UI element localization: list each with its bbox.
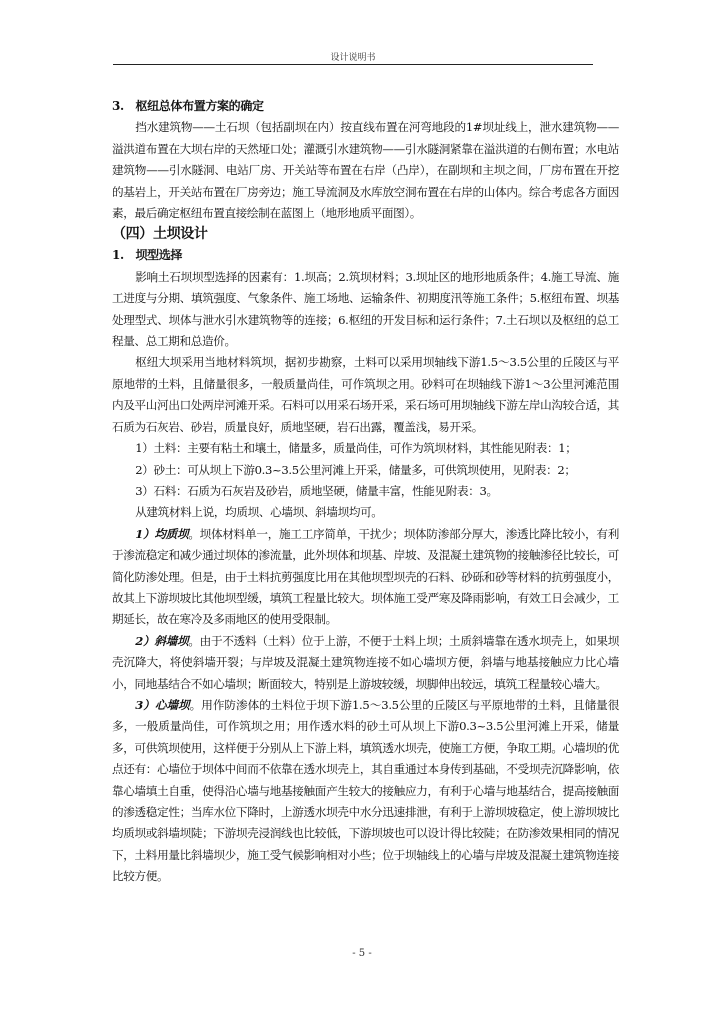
sloping-core-dam-paragraph bbox=[112, 631, 619, 695]
section-3-paragraph: 挡水建筑物——土石坝（包括副坝在内）按直线布置在河弯地段的1#坝址线上，泄水建筑物——溢洪道布置在大坝右岸的天然垭口处；灌溉引水建筑物——引水隧洞紧靠在溢洪道的右侧布置；水电站建筑物——引水隧洞、电站厂房、开关站等布置在右岸（凸岸），在副坝和主坝之间，厂房布置在开挖的基岩上，开关站布置在厂房旁边；施工导流洞及水库放空洞布置在右岸的山体内。综合考虑各方面因素，最后确定枢纽布置直接绘制在蓝图上（地形地质平面图）。 bbox=[112, 120, 619, 221]
core-wall-dam-text: 。用作防渗体的土料位于坝下游1.5～3.5公里的丘陵区与平原地带的土料，且储量很多，一般质量尚佳，可作筑坝之用；用作透水料的砂土可从坝上下游0.3~3.5公里河滩上开采，储量多，可供筑坝使用，这样便于分别从上下游上料，填筑透水坝壳，使施工方便，争取工期。心墙坝的优点还有：心墙位于坝体中间而不依靠在透水坝壳上，其自重通过本身传到基础，不受坝壳沉降影响，依靠心墙填土自重，使得沿心墙与地基接触面产生较大的接触应力，有利于心墙与地基结合，提高接触面的渗透稳定性；当库水位下降时，上游透水坝壳中水分迅速排泄，有利于上游坝坡稳定，使上游坝坡比均质坝或斜墙坝陡；下游坝壳浸润线也比较低，下游坝坡也可以设计得比较陡；在防渗效果相同的情况下，土料用量比斜墙坝少，施工受气候影响相对小些；位于坝轴线上的心墙与岸坡及混凝土建筑物连接比较方便。 bbox=[112, 697, 619, 884]
subsection-1-heading: 1. 坝型选择 bbox=[112, 248, 183, 263]
stone-item: 3）石料：石质为石灰岩及砂岩，质地坚硬，储量丰富，性能见附表：3。 bbox=[135, 483, 498, 498]
section-3-heading: 3. 枢纽总体布置方案的确定 bbox=[112, 99, 264, 113]
soil-item: 1）土料：主要有粘土和壤土，储量多，质量尚佳，可作为筑坝材料，其性能见附表：1； bbox=[135, 441, 577, 456]
conclusion-paragraph: 从建筑材料上说，均质坝、心墙坝、斜墙坝均可。 bbox=[135, 505, 383, 520]
sloping-core-dam-text: 。由于不透料（土料）位于上游，不便于土料上坝；土质斜墙靠在透水坝壳上，如果坝壳沉降大，将使斜墙开裂；与岸坡及混凝土建筑物连接不如心墙坝方便，斜墙与地基接触应力比心墙小，同地基结合不如心墙坝；断面较大，特别是上游坡较缓，坝脚伸出较远，填筑工程量较心墙大。 bbox=[112, 633, 619, 691]
core-wall-dam-paragraph bbox=[112, 695, 619, 888]
sloping-core-dam-label: 2）斜墙坝 bbox=[135, 633, 189, 648]
core-wall-dam-label: 3）心墙坝 bbox=[135, 697, 190, 712]
homogeneous-dam-paragraph bbox=[112, 524, 619, 631]
sand-item: 2）砂土：可从坝上下游0.3~3.5公里河滩上开采，储量多，可供筑坝使用，见附表：2； bbox=[135, 462, 576, 477]
materials-paragraph: 枢纽大坝采用当地材料筑坝，据初步勘察，土料可以采用坝轴线下游1.5～3.5公里的丘陵区与平原地带的土料，且储量很多，一般质量尚佳，可作筑坝之用。砂料可在坝轴线下游1～3公里河滩范围内及平山河出口处两岸河滩开采。石料可以用采石场开采，采石场可用坝轴线下游左岸山沟较合适，其石质为石灰岩、砂岩，质量良好，质地坚硬，岩石出露，覆盖浅，易开采。 bbox=[112, 355, 619, 434]
factors-paragraph: 影响土石坝坝型选择的因素有：1.坝高；2.筑坝材料；3.坝址区的地形地质条件；4.施工导流、施工进度与分期、填筑强度、气象条件、施工场地、运输条件、初期度汛等施工条件；5.枢纽布置、坝基处理型式、坝体与泄水引水建筑物等的连接；6.枢纽的开发目标和运行条件；7.土石坝以及枢纽的总工程量、总工期和总造价。 bbox=[112, 269, 619, 349]
page-header: 设计说明书 bbox=[330, 53, 376, 63]
document-body bbox=[112, 96, 619, 888]
chapter-4-heading: （四）土坝设计 bbox=[112, 226, 208, 243]
homogeneous-dam-text: 。坝体材料单一，施工工序简单，干扰少；坝体防渗部分厚大，渗透比降比较小，有利于渗流稳定和减少通过坝体的渗流量，此外坝体和坝基、岸坡、及混凝土建筑物的接触渗径比较长，可简化防渗处理。但是，由于土料抗剪强度比用在其他坝型坝壳的石料、砂砾和砂等材料的抗剪强度小，故其上下游坝坡比其他坝型缓，填筑工程量比较大。坝体施工受严寒及降雨影响，有效工日会减少，工期延长，故在寒冷及多雨地区的使用受限制。 bbox=[112, 526, 619, 627]
page-number: - 5 - bbox=[352, 948, 372, 959]
header-rule bbox=[113, 64, 593, 65]
homogeneous-dam-label: 1）均质坝 bbox=[135, 526, 189, 541]
